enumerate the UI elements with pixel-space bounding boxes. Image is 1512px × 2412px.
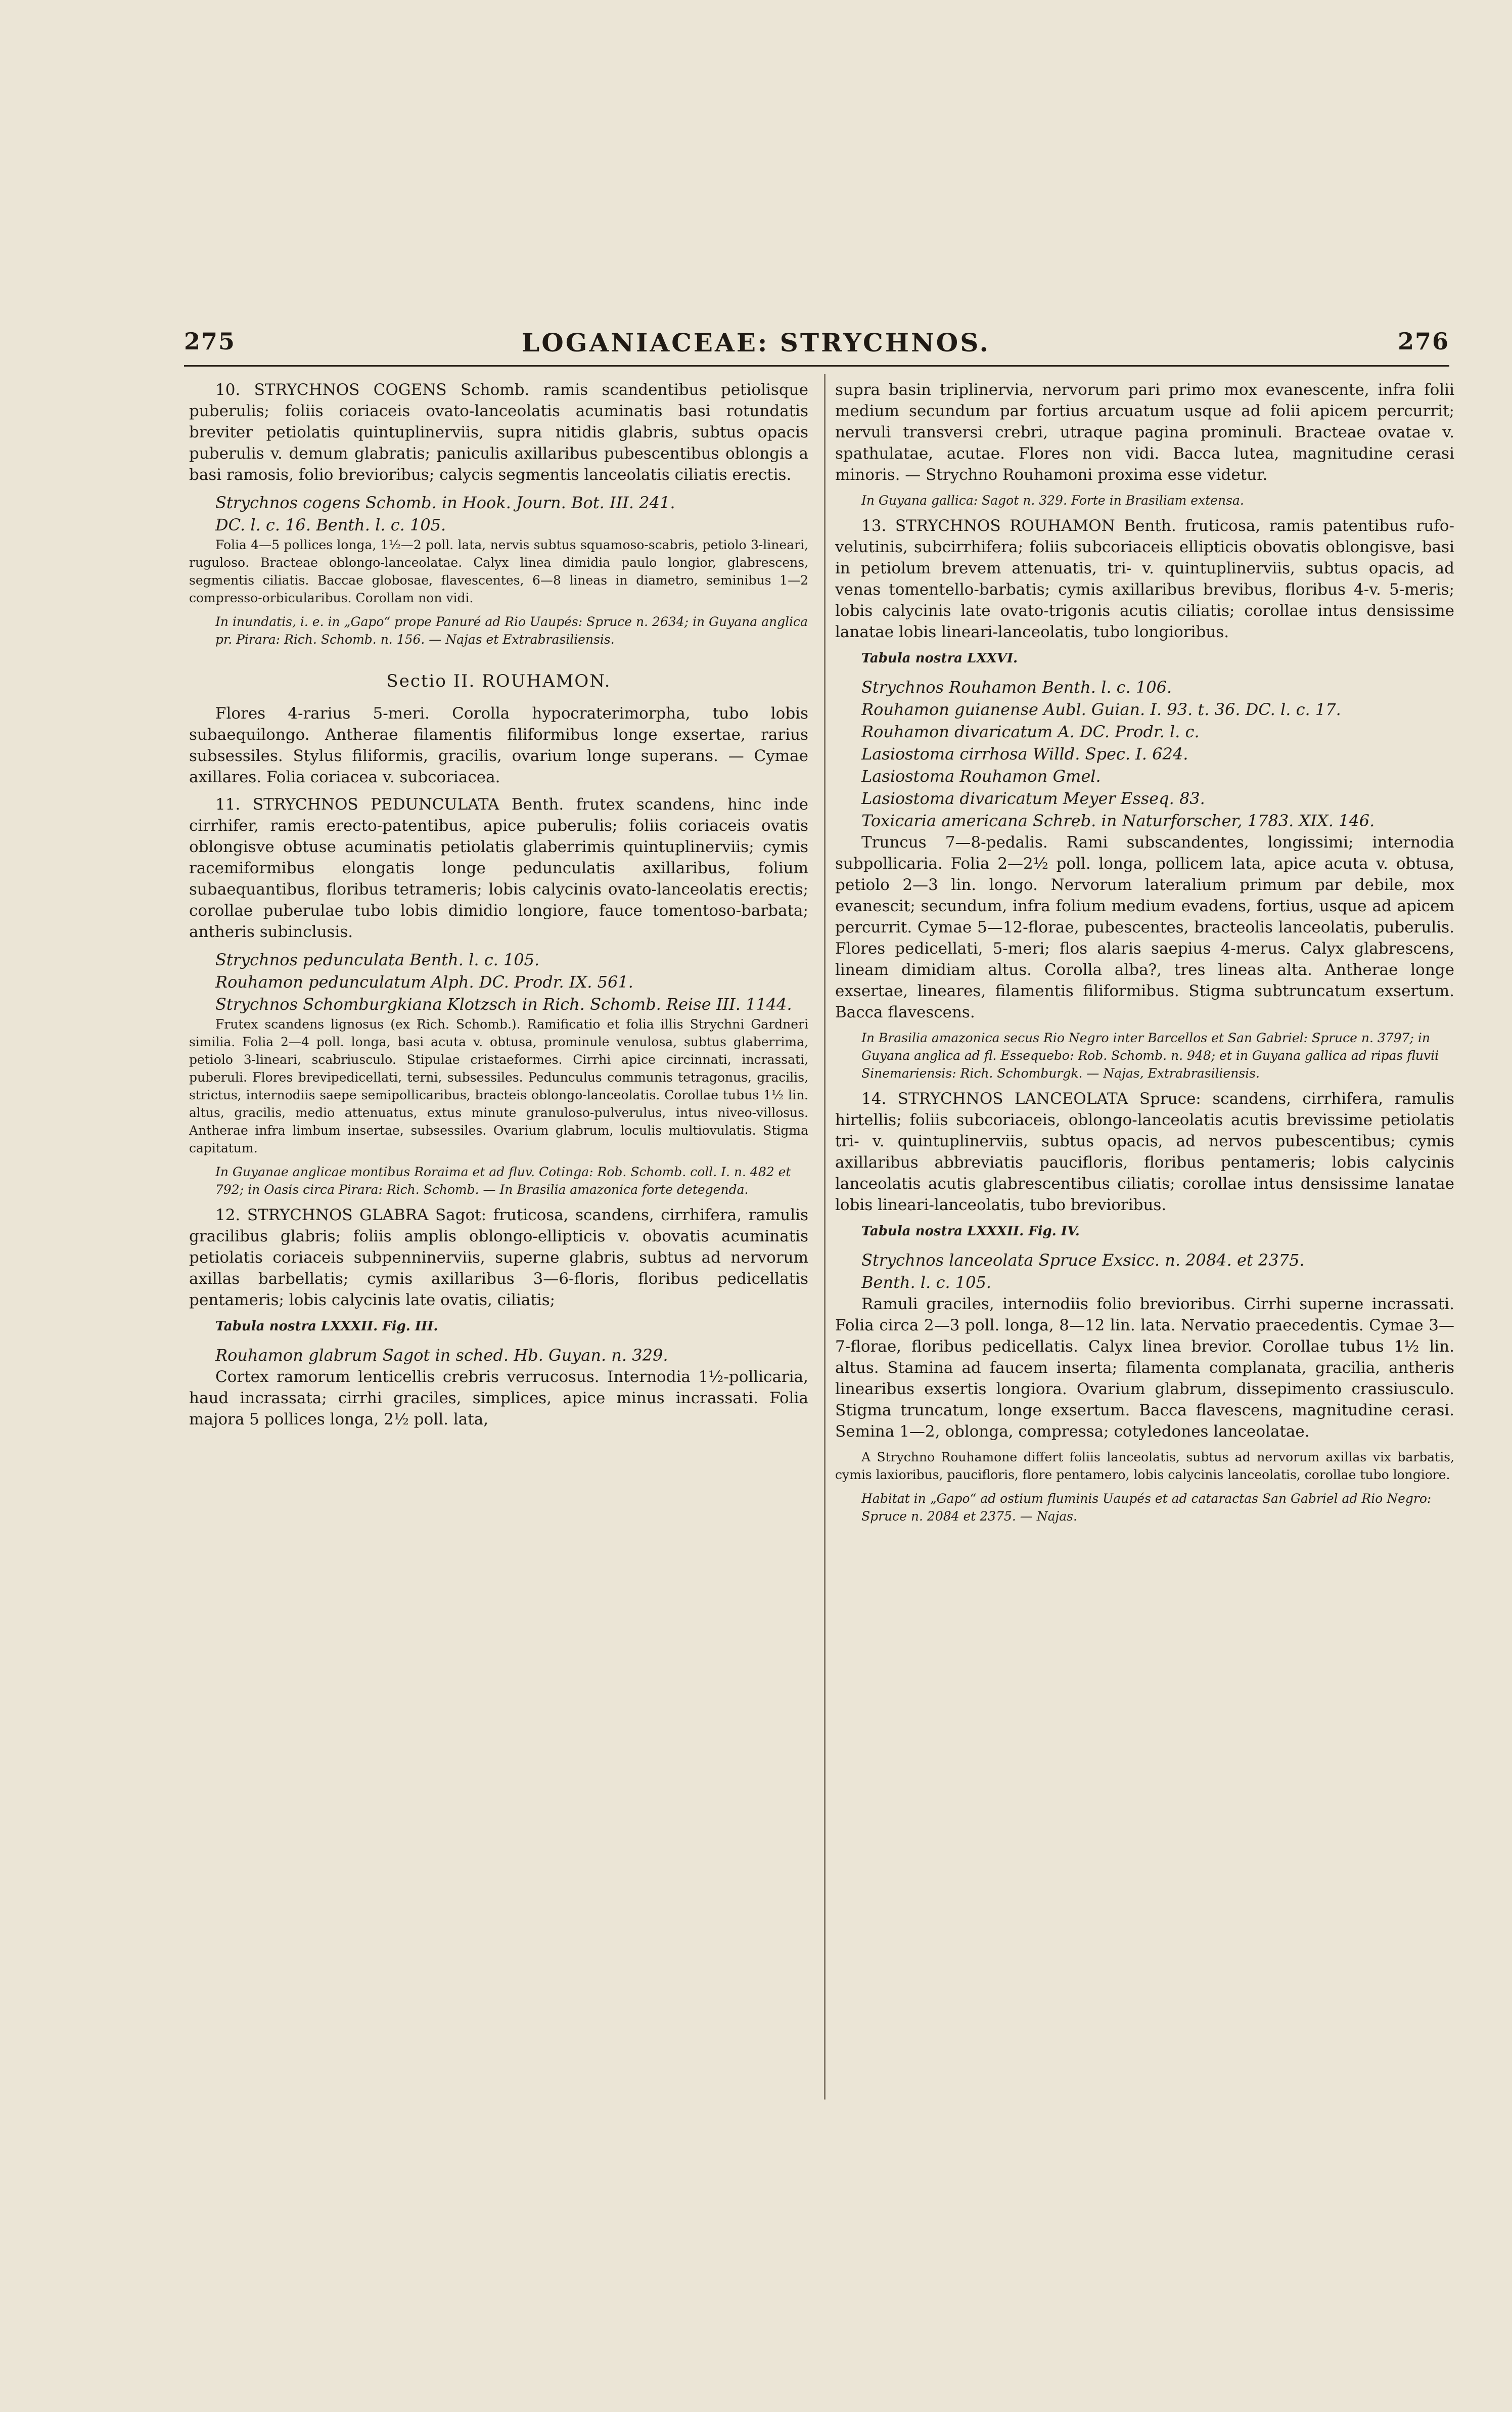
- paragraph: Ramuli graciles, internodiis folio brevioribus. Cirrhi superne incrassati. Folia circa 2—3 poll. longa, 8—12 lin. lata. Nervatio praecedentis. Cymae 3—7-florae, floribus pedicellatis. Calyx linea brevior. Corollae tubus 1½ lin. altus. Stamina ad faucem inserta; filamenta complanata, gracilia, antheris linearibus exsertis longiora. Ovarium glabrum, dissepimento crassiusculo. Stigma truncatum, longe exsertum. Bacca flavescens, magnitudine cerasi. Semina 1—2, oblonga, compressa; cotyledones lanceolatae.: [835, 1295, 1454, 1441]
- right-column: [835, 379, 1454, 1531]
- locality-paragraph: In Guyanae anglicae montibus Roraima et ad fluv. Cotinga: Rob. Schomb. coll. I. n. 482 et 792; in Oasis circa Pirara: Rich. Schomb. — In Brasilia amazonica forte detegenda.: [215, 1165, 791, 1197]
- synonym-line: Rouhamon divaricatum A. DC. Prodr. l. c.: [861, 722, 1200, 741]
- locality-paragraph: In inundatis, i. e. in „Gapo“ prope Panuré ad Rio Uaupés: Spruce n. 2634; in Guyana anglica pr. Pirara: Rich. Schomb. n. 156. — Najas et Extrabrasiliensis.: [215, 614, 808, 647]
- paragraph: 12. STRYCHNOS GLABRA Sagot: fruticosa, scandens, cirrhifera, ramulis gracilibus glabris; foliis amplis oblongo-ellipticis v. obovatis acuminatis petiolatis coriaceis subpenninerviis, superne glabris, subtus ad nervorum axillas barbellatis; cymis axillaribus 3—6-floris, floribus pedicellatis pentameris; lobis calycinis late ovatis, ciliatis;: [189, 1206, 808, 1309]
- locality-paragraph: In Guyana gallica: Sagot n. 329. Forte in Brasiliam extensa.: [861, 493, 1244, 508]
- synonym-line: Rouhamon pedunculatum Alph. DC. Prodr. IX. 561.: [215, 972, 633, 992]
- synonymy-block: [189, 1344, 808, 1366]
- synonym-line: Rouhamon glabrum Sagot in sched. Hb. Guyan. n. 329.: [215, 1346, 668, 1365]
- synonymy-block: [189, 949, 808, 1015]
- locality-paragraph: In Brasilia amazonica secus Rio Negro inter Barcellos et San Gabriel: Spruce n. 3797; in Guyana anglica ad fl. Essequebo: Rob. Schomb. n. 948; et in Guyana gallica ad ripas fluvii Sinemariensis: Rich. Schomburgk. — Najas, Extrabrasiliensis.: [861, 1031, 1439, 1081]
- synonym-line: Strychnos Schomburgkiana Klotzsch in Rich. Schomb. Reise III. 1144.: [215, 995, 792, 1014]
- paragraph: 11. STRYCHNOS PEDUNCULATA Benth. frutex scandens, hinc inde cirrhifer, ramis erecto-patentibus, apice puberulis; foliis coriaceis ovatis oblongisve obtuse acuminatis petiolatis glaberrimis quintuplinerviis; cymis racemiformibus elongatis longe pedunculatis axillaribus, folium subaequantibus, floribus tetrameris; lobis calycinis ovato-lanceolatis erectis; corollae puberulae tubo lobis dimidio longiore, fauce tomentoso-barbata; antheris subinclusis.: [189, 795, 808, 941]
- synonym-line: Rouhamon guianense Aubl. Guian. I. 93. t. 36. DC. l. c. 17.: [861, 700, 1341, 719]
- synonym-line: Strychnos pedunculata Benth. l. c. 105.: [215, 950, 540, 969]
- paragraph: Cortex ramorum lenticellis crebris verrucosus. Internodia 1½-pollicaria, haud incrassata; cirrhi graciles, simplices, apice minus incrassati. Folia majora 5 pollices longa, 2½ poll. lata,: [189, 1368, 808, 1428]
- paragraph: Flores 4-rarius 5-meri. Corolla hypocraterimorpha, tubo lobis subaequilongo. Antherae filamentis filiformibus longe exsertae, rarius subsessiles. Stylus filiformis, gracilis, ovarium longe superans. — Cymae axillares. Folia coriacea v. subcoriacea.: [189, 704, 808, 786]
- page-number-left: 275: [184, 328, 236, 355]
- synonymy-block: [835, 1249, 1454, 1293]
- plate-reference: Tabula nostra LXXXII. Fig. III.: [215, 1319, 438, 1334]
- paragraph: Truncus 7—8-pedalis. Rami subscandentes, longissimi; internodia subpollicaria. Folia 2—2½ poll. longa, pollicem lata, apice acuta v. obtusa, petiolo 2—3 lin. longo. Nervorum lateralium primum par debile, mox evanescit; secundum, infra folium medium evadens, fortius, usque ad apicem percurrit. Cymae 5—12-florae, pubescentes, bracteolis lanceolatis, puberulis. Flores pedicellati, 5-meri; flos alaris saepius 4-merus. Calyx glabrescens, lineam dimidiam altus. Corolla alba?, tres lineas alta. Antherae longe exsertae, lineares, filamentis filiformibus. Stigma subtruncatum exsertum. Bacca flavescens.: [835, 833, 1454, 1021]
- plate-reference: Tabula nostra LXXVI.: [861, 651, 1018, 666]
- description-paragraph: A Strychno Rouhamone differt foliis lanceolatis, subtus ad nervorum axillas vix barbatis, cymis laxioribus, paucifloris, flore pentamero, lobis calycinis lanceolatis, corollae tubo longiore.: [835, 1450, 1454, 1482]
- header-rule: [184, 365, 1449, 367]
- synonym-line: Strychnos Rouhamon Benth. l. c. 106.: [861, 678, 1172, 697]
- plate-reference: Tabula nostra LXXXII. Fig. IV.: [861, 1224, 1080, 1239]
- page-number-right: 276: [1397, 328, 1449, 355]
- synonym-line: DC. l. c. 16. Benth. l. c. 105.: [215, 515, 446, 534]
- synonym-line: Lasiostoma Rouhamon Gmel.: [861, 767, 1101, 786]
- description-paragraph: Frutex scandens lignosus (ex Rich. Schomb.). Ramificatio et folia illis Strychni Gardneri similia. Folia 2—4 poll. longa, basi acuta v. obtusa, prominule venulosa, subtus glaberrima, petiolo 3-lineari, scabriusculo. Stipulae cristaeformes. Cirrhi apice circinnati, incrassati, puberuli. Flores brevipedicellati, terni, subsessiles. Pedunculus communis tetragonus, gracilis, strictus, internodiis saepe semipollicaribus, bracteis oblongo-lanceolatis. Corollae tubus 1½ lin. altus, gracilis, medio attenuatus, extus minute granuloso-pulverulus, intus niveo-villosus. Antherae infra limbum insertae, subsessiles. Ovarium glabrum, loculis multiovulatis. Stigma capitatum.: [189, 1017, 808, 1155]
- locality-paragraph: Habitat in „Gapo“ ad ostium fluminis Uaupés et ad cataractas San Gabriel ad Rio Negro: Spruce n. 2084 et 2375. — Najas.: [861, 1491, 1432, 1524]
- synonymy-block: [835, 676, 1454, 832]
- synonym-line: Benth. l. c. 105.: [861, 1273, 991, 1292]
- paragraph: 13. STRYCHNOS ROUHAMON Benth. fruticosa, ramis patentibus rufo-velutinis, subcirrhifera; foliis subcoriaceis ellipticis obovatis oblongisve, basi in petiolum brevem attenuatis, tri- v. quintuplinerviis, subtus opacis, ad venas tomentello-barbatis; cymis axillaribus brevibus, floribus 4-v. 5-meris; lobis calycinis late ovato-trigonis acutis ciliatis; corollae intus densissime lanatae lobis lineari-lanceolatis, tubo longioribus.: [835, 517, 1454, 641]
- paragraph: supra basin triplinervia, nervorum pari primo mox evanescente, infra folii medium secundum par fortius arcuatum usque ad folii apicem percurrit; nervuli transversi crebri, utraque pagina prominuli. Bracteae ovatae v. spathulatae, acutae. Flores non vidi. Bacca lutea, magnitudine cerasi minoris. — Strychno Rouhamoni proxima esse videtur.: [835, 381, 1454, 484]
- synonym-line: Lasiostoma cirrhosa Willd. Spec. I. 624.: [861, 744, 1188, 764]
- column-divider: [824, 374, 826, 2100]
- paragraph: 10. STRYCHNOS COGENS Schomb. ramis scandentibus petiolisque puberulis; foliis coriaceis ovato-lanceolatis acuminatis basi rotundatis breviter petiolatis quintuplinerviis, supra nitidis glabris, subtus opacis puberulis v. demum glabratis; paniculis axillaribus pubescentibus oblongis a basi ramosis, folio brevioribus; calycis segmentis lanceolatis ciliatis erectis.: [189, 381, 808, 484]
- section-heading: Sectio II. ROUHAMON.: [386, 671, 611, 691]
- synonym-line: Strychnos cogens Schomb. in Hook. Journ. Bot. III. 241.: [215, 493, 675, 512]
- synonymy-block: [189, 492, 808, 536]
- synonym-line: Toxicaria americana Schreb. in Naturforscher, 1783. XIX. 146.: [861, 811, 1375, 830]
- synonym-line: Lasiostoma divaricatum Meyer Esseq. 83.: [861, 789, 1205, 808]
- description-paragraph: Folia 4—5 pollices longa, 1½—2 poll. lata, nervis subtus squamoso-scabris, petiolo 3-lineari, rugulosо. Bracteae oblongo-lanceolatae. Calyx linea dimidia paulo longior, glabrescens, segmentis ciliatis. Baccae globosae, flavescentes, 6—8 lineas in diametro, seminibus 1—2 compresso-orbicularibus. Corollam non vidi.: [189, 538, 808, 605]
- running-title: LOGANIACEAE: STRYCHNOS.: [522, 328, 990, 358]
- left-column: [189, 379, 808, 1436]
- paragraph: 14. STRYCHNOS LANCEOLATA Spruce: scandens, cirrhifera, ramulis hirtellis; foliis subcoriaceis, oblongo-lanceolatis acutis brevissime petiolatis tri- v. quintuplinerviis, subtus opacis, ad nervos pubescentibus; cymis axillaribus abbreviatis paucifloris, floribus pentameris; lobis calycinis lanceolatis acutis glabrescentibus ciliatis; corollae intus densissime lanatae lobis lineari-lanceolatis, tubo brevioribus.: [835, 1090, 1454, 1214]
- synonym-line: Strychnos lanceolata Spruce Exsicc. n. 2084. et 2375.: [861, 1250, 1305, 1270]
